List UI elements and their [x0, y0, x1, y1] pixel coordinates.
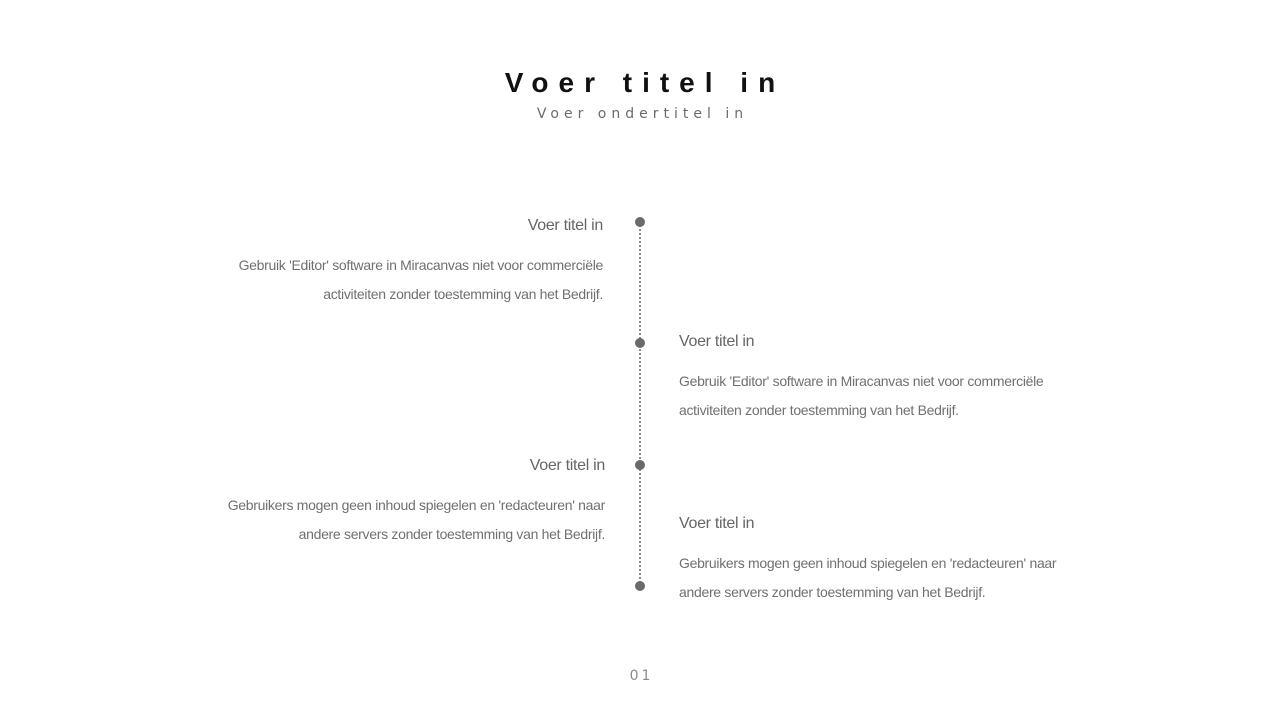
- slide-title: Voer titel in: [504, 67, 786, 98]
- timeline-dot: [635, 217, 645, 227]
- timeline-item-text: Gebruik 'Editor' software in Miracanvas niet voor commerciële activiteiten zonder toestemming van het Bedrijf.: [679, 373, 1044, 418]
- timeline-item-title: Voer titel in: [527, 217, 603, 234]
- timeline-item-text: Gebruik 'Editor' software in Miracanvas niet voor commerciële activiteiten zonder toestemming van het Bedrijf.: [238, 257, 603, 302]
- timeline-item: [679, 513, 1099, 607]
- timeline-item-title: Voer titel in: [679, 515, 755, 532]
- timeline-item: [195, 215, 603, 309]
- timeline-dot: [635, 460, 645, 470]
- timeline-item-text: Gebruikers mogen geen inhoud spiegelen en 'redacteuren' naar andere servers zonder toestemming van het Bedrijf.: [679, 555, 1057, 600]
- page-number: 01: [629, 668, 654, 684]
- timeline-item-title: Voer titel in: [679, 333, 755, 350]
- timeline-line: [639, 222, 641, 586]
- timeline-item-text: Gebruikers mogen geen inhoud spiegelen en 'redacteuren' naar andere servers zonder toestemming van het Bedrijf.: [227, 497, 605, 542]
- timeline-dot: [635, 338, 645, 348]
- timeline-dot: [635, 581, 645, 591]
- slide-subtitle: Voer ondertitel in: [536, 106, 749, 122]
- timeline-item-title: Voer titel in: [529, 457, 605, 474]
- timeline-item: [679, 331, 1089, 425]
- timeline-item: [185, 455, 605, 549]
